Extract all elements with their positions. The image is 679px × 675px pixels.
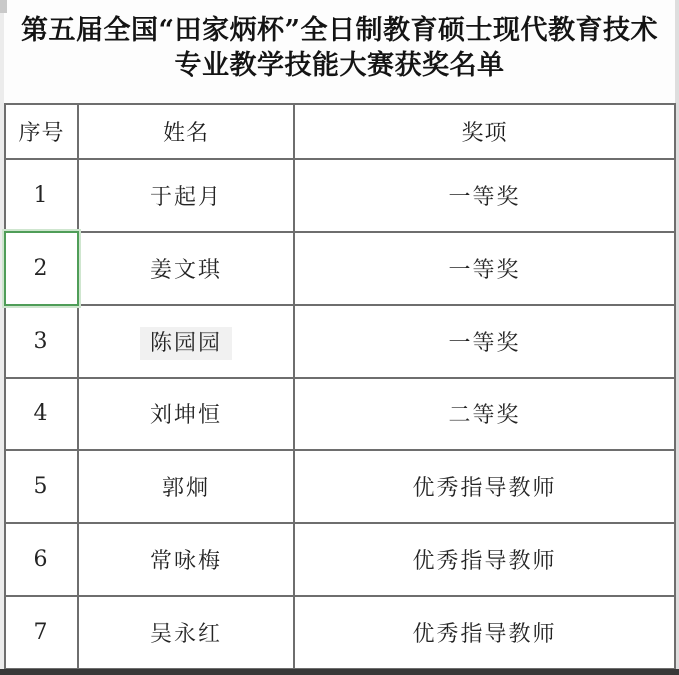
cell-award[interactable]: 一等奖 (294, 159, 675, 232)
cell-award[interactable]: 优秀指导教师 (294, 523, 675, 596)
cell-name[interactable]: 常咏梅 (78, 523, 294, 596)
cell-number[interactable]: 7 (5, 596, 78, 669)
cell-number[interactable]: 1 (5, 159, 78, 232)
document-title-line2: 专业教学技能大赛获奖名单 (174, 50, 505, 82)
table-row (5, 159, 675, 232)
table-row (5, 450, 675, 523)
cell-award[interactable]: 一等奖 (294, 305, 675, 378)
cell-name[interactable]: 姜文琪 (78, 232, 294, 305)
cell-award[interactable]: 二等奖 (294, 378, 675, 451)
cell-name[interactable]: 刘坤恒 (78, 378, 294, 451)
cell-number[interactable]: 5 (5, 450, 78, 523)
cell-number[interactable]: 6 (5, 523, 78, 596)
header-cell-award: 奖项 (294, 104, 675, 159)
cell-number[interactable]: 4 (5, 378, 78, 451)
cell-award[interactable]: 优秀指导教师 (294, 450, 675, 523)
header-cell-name: 姓名 (78, 104, 294, 159)
table-row (5, 378, 675, 451)
cell-name[interactable]: 于起月 (78, 159, 294, 232)
cell-number-selected[interactable] (5, 232, 78, 305)
document-title (0, 0, 679, 103)
cell-name[interactable]: 吴永红 (78, 596, 294, 669)
highlighted-name: 陈园园 (140, 327, 232, 360)
table-row (5, 596, 675, 669)
awards-table (4, 103, 676, 670)
table-row (5, 305, 675, 378)
cell-award[interactable]: 优秀指导教师 (294, 596, 675, 669)
cell-number[interactable]: 3 (5, 305, 78, 378)
table-row (5, 523, 675, 596)
header-row (5, 104, 675, 159)
document-title-line1: 第五届全国“田家炳杯”全日制教育硕士现代教育技术 (20, 15, 659, 46)
table-row (5, 232, 675, 305)
cell-award[interactable]: 一等奖 (294, 232, 675, 305)
cell-name[interactable]: 郭炯 (78, 450, 294, 523)
cell-name[interactable] (78, 305, 294, 378)
cell-number-value: 2 (33, 255, 50, 281)
header-cell-number: 序号 (5, 104, 78, 159)
table-bottom-edge (0, 669, 679, 675)
